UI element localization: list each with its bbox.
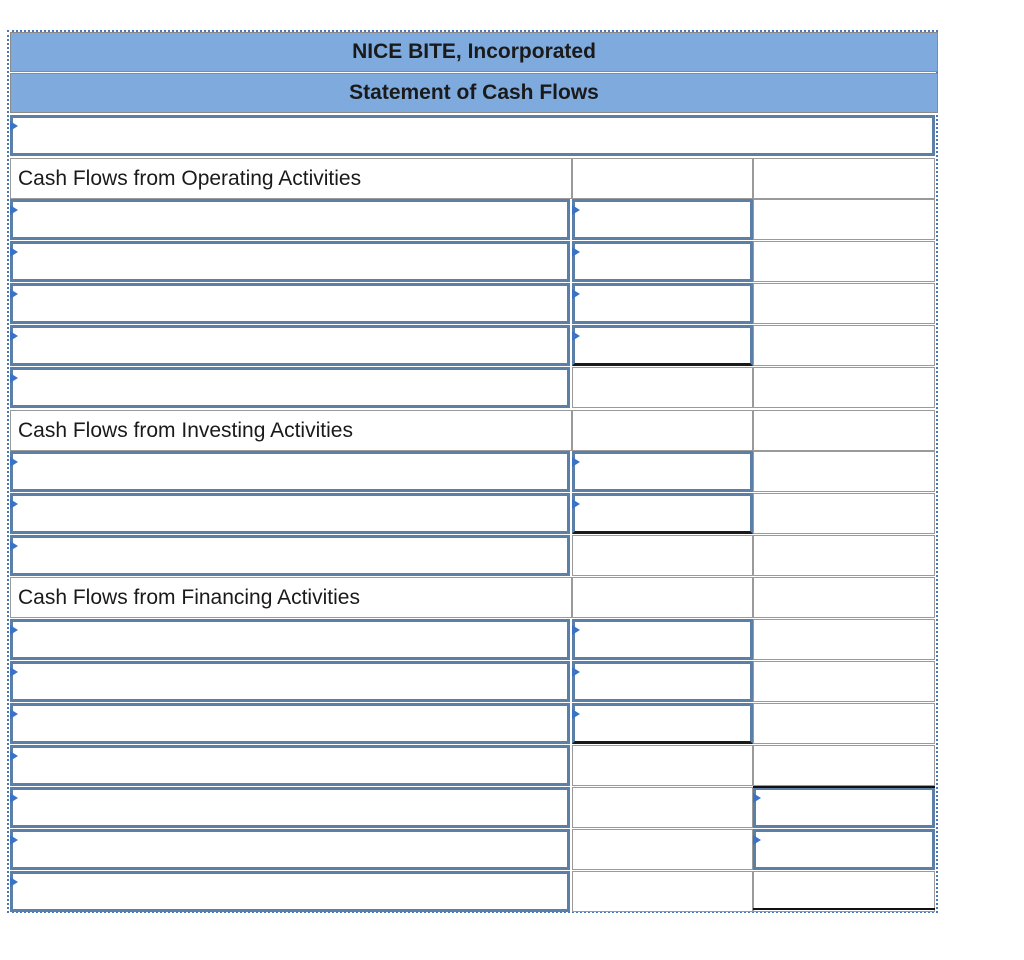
triangle-right-icon <box>10 625 18 635</box>
operating-line-4-description[interactable] <box>10 325 570 366</box>
summary-line-2-total[interactable] <box>753 829 935 870</box>
total-rule <box>753 786 935 788</box>
summary-line-1-amount <box>572 787 753 828</box>
financing-line-1-amount[interactable] <box>572 619 753 660</box>
triangle-right-icon <box>753 793 761 803</box>
operating-line-1-total <box>753 199 935 240</box>
triangle-right-icon <box>572 457 580 467</box>
triangle-right-icon <box>10 205 18 215</box>
summary-line-1-total[interactable] <box>753 787 935 828</box>
investing-line-1-description[interactable] <box>10 451 570 492</box>
investing-line-1-total <box>753 451 935 492</box>
financing-line-2-description[interactable] <box>10 661 570 702</box>
operating-line-1-amount[interactable] <box>572 199 753 240</box>
operating-line-1-description[interactable] <box>10 199 570 240</box>
investing-header-total <box>753 410 935 451</box>
summary-line-1-description[interactable] <box>10 787 570 828</box>
investing-line-1-amount[interactable] <box>572 451 753 492</box>
financing-line-3-total <box>753 703 935 744</box>
financing-line-3-amount[interactable] <box>572 703 753 744</box>
operating-line-4-amount[interactable] <box>572 325 753 366</box>
operating-header-total <box>753 158 935 199</box>
operating-line-2-total <box>753 241 935 282</box>
operating-line-2-amount[interactable] <box>572 241 753 282</box>
triangle-right-icon <box>10 331 18 341</box>
financing-net-total <box>753 745 935 786</box>
triangle-right-icon <box>572 205 580 215</box>
financing-header-total <box>753 577 935 618</box>
summary-line-2-amount <box>572 829 753 870</box>
financing-line-1-total <box>753 619 935 660</box>
operating-line-3-total <box>753 283 935 324</box>
triangle-right-icon <box>10 289 18 299</box>
financing-net-amount <box>572 745 753 786</box>
financing-section-label: Cash Flows from Financing Activities <box>10 577 572 618</box>
investing-net-total <box>753 535 935 576</box>
triangle-right-icon <box>10 121 18 131</box>
triangle-right-icon <box>572 709 580 719</box>
triangle-right-icon <box>10 835 18 845</box>
operating-line-2-description[interactable] <box>10 241 570 282</box>
period-input[interactable] <box>10 115 935 156</box>
summary-line-3-total <box>753 871 935 912</box>
triangle-right-icon <box>10 541 18 551</box>
triangle-right-icon <box>10 793 18 803</box>
financing-line-1-description[interactable] <box>10 619 570 660</box>
triangle-right-icon <box>572 667 580 677</box>
summary-line-3-amount <box>572 871 753 912</box>
financing-line-2-amount[interactable] <box>572 661 753 702</box>
triangle-right-icon <box>572 289 580 299</box>
triangle-right-icon <box>10 709 18 719</box>
triangle-right-icon <box>10 373 18 383</box>
triangle-right-icon <box>753 835 761 845</box>
triangle-right-icon <box>10 499 18 509</box>
triangle-right-icon <box>572 625 580 635</box>
triangle-right-icon <box>572 331 580 341</box>
operating-line-3-description[interactable] <box>10 283 570 324</box>
investing-section-label: Cash Flows from Investing Activities <box>10 410 572 451</box>
investing-net-description[interactable] <box>10 535 570 576</box>
triangle-right-icon <box>10 457 18 467</box>
statement-title: Statement of Cash Flows <box>10 73 938 113</box>
triangle-right-icon <box>10 751 18 761</box>
financing-line-2-total <box>753 661 935 702</box>
operating-section-label: Cash Flows from Operating Activities <box>10 158 572 199</box>
triangle-right-icon <box>572 247 580 257</box>
triangle-right-icon <box>10 247 18 257</box>
investing-net-amount <box>572 535 753 576</box>
operating-line-3-amount[interactable] <box>572 283 753 324</box>
triangle-right-icon <box>10 877 18 887</box>
investing-line-2-description[interactable] <box>10 493 570 534</box>
operating-line-4-total <box>753 325 935 366</box>
investing-line-2-amount[interactable] <box>572 493 753 534</box>
triangle-right-icon <box>10 667 18 677</box>
operating-header-amount <box>572 158 753 199</box>
summary-line-2-description[interactable] <box>10 829 570 870</box>
operating-net-total <box>753 367 935 408</box>
operating-net-amount <box>572 367 753 408</box>
operating-net-description[interactable] <box>10 367 570 408</box>
financing-line-3-description[interactable] <box>10 703 570 744</box>
investing-header-amount <box>572 410 753 451</box>
triangle-right-icon <box>572 499 580 509</box>
financing-net-description[interactable] <box>10 745 570 786</box>
summary-line-3-description[interactable] <box>10 871 570 912</box>
investing-line-2-total <box>753 493 935 534</box>
financing-header-amount <box>572 577 753 618</box>
double-underline-rule <box>753 908 935 910</box>
company-name: NICE BITE, Incorporated <box>10 32 938 72</box>
